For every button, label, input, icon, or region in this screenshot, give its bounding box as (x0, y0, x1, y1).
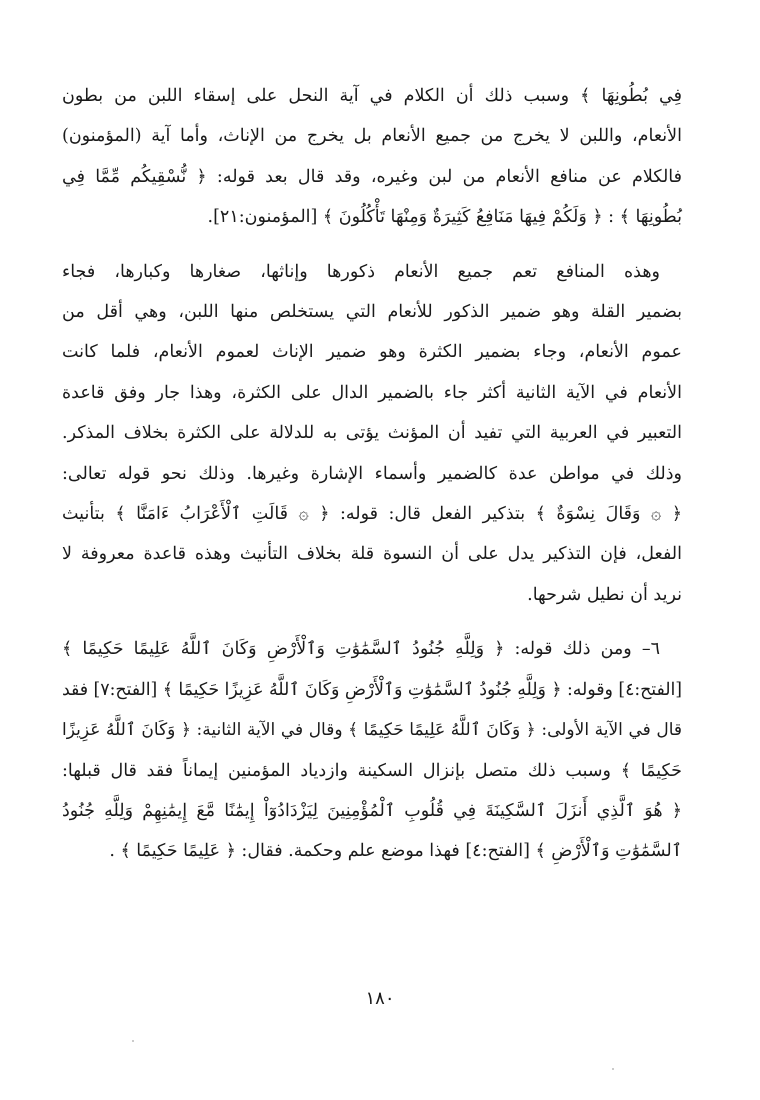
text-line: بضمير القلة وهو ضمير الذكور للأنعام التي يستخلص منها اللبن، وهي أقل من (62, 302, 682, 323)
scan-speck (132, 1040, 134, 1042)
text-line: فِي بُطُونِهَا ﴾ وسبب ذلك أن الكلام في آية النحل على إسقاء اللبن من بطون (62, 86, 682, 106)
text-line: نريد أن نطيل شرحها. (527, 584, 682, 605)
text-line: وذلك في مواطن عدة كالضمير وأسماء الإشارة وغيرها. وذلك نحو قوله تعالى: (62, 463, 682, 484)
text-line: وهذه المنافع تعم جميع الأنعام ذكورها وإناثها، صغارها وكبارها، فجاء (62, 261, 660, 282)
text-line: ﴿ ۞ وَقَالَ نِسْوَةٌ ﴾ بتذكير الفعل قال: قوله: ﴿ ۞ قَالَتِ ٱلْأَعْرَابُ ءَامَنَّا ﴾ بتأنيث (62, 504, 682, 525)
scan-speck (612, 1068, 614, 1070)
text-line: الأنعام، واللبن لا يخرج من جميع الأنعام بل يخرج من الإناث، وأما آية (المؤمنون) (62, 126, 682, 147)
paragraph-1 (62, 76, 682, 238)
text-line: الأنعام في الآية الثانية أكثر جاء بالضمير الدال على الكثرة، وهذا جار وفق قاعدة (62, 382, 682, 403)
text-line: [الفتح:٤] وقوله: ﴿ وَلِلَّهِ جُنُودُ ٱلسَّمَٰوَٰتِ وَٱلْأَرْضِ وَكَانَ ٱللَّهُ عَزِيزًا حَكِيمًا ﴾ [الفتح:٧] فقد (62, 679, 682, 700)
text-line: الفعل، فإن التذكير يدل على أن النسوة قلة بخلاف التأنيث وهذه قاعدة معروفة لا (62, 544, 682, 565)
text-line: ﴿ هُوَ ٱلَّذِي أَنزَلَ ٱلسَّكِينَةَ فِي قُلُوبِ ٱلْمُؤْمِنِينَ لِيَزْدَادُوٓاْ إِيمَٰنًا مَّعَ إِيمَٰنِهِمْ وَلِلَّهِ جُنُودُ (62, 800, 682, 821)
paragraph-gap (62, 615, 682, 629)
text-line: حَكِيمًا ﴾ وسبب ذلك متصل بإنزال السكينة وازدياد المؤمنين إيماناً فقد قال قبلها: (62, 760, 682, 781)
text-line: ٱلسَّمَٰوَٰتِ وَٱلْأَرْضِ ﴾ [الفتح:٤] فهذا موضع علم وحكمة. فقال: ﴿ عَلِيمًا حَكِيمًا ﴾ . (109, 841, 682, 862)
page-body (62, 76, 682, 872)
text-line: بُطُونِهَا ﴾ : ﴿ وَلَكُمْ فِيهَا مَنَافِعُ كَثِيرَةٌ وَمِنْهَا تَأْكُلُونَ ﴾ [المؤمنون:٢١]. (207, 207, 682, 228)
text-line: عموم الأنعام، وجاء بضمير الكثرة وهو ضمير الإناث لعموم الأنعام، فلما كانت (62, 342, 682, 363)
paragraph-2 (62, 252, 682, 616)
text-line: قال في الآية الأولى: ﴿ وَكَانَ ٱللَّهُ عَلِيمًا حَكِيمًا ﴾ وقال في الآية الثانية: ﴿ وَكَانَ ٱللَّهُ عَزِيزًا (62, 720, 682, 741)
page-number: ١٨٠ (365, 988, 395, 1009)
paragraph-3 (62, 629, 682, 871)
text-line: فالكلام عن منافع الأنعام من لبن وغيره، وقد قال بعد قوله: ﴿ نُّسْقِيكُم مِّمَّا فِي (62, 166, 682, 187)
text-line: التعبير في العربية التي تفيد أن المؤنث يؤتى به للدلالة على الكثرة بخلاف المذكر. (62, 423, 682, 444)
text-line: ٦– ومن ذلك قوله: ﴿ وَلِلَّهِ جُنُودُ ٱلسَّمَٰوَٰتِ وَٱلْأَرْضِ وَكَانَ ٱللَّهُ عَلِيمًا حَكِيمًا ﴾ (62, 639, 660, 660)
paragraph-gap (62, 238, 682, 252)
